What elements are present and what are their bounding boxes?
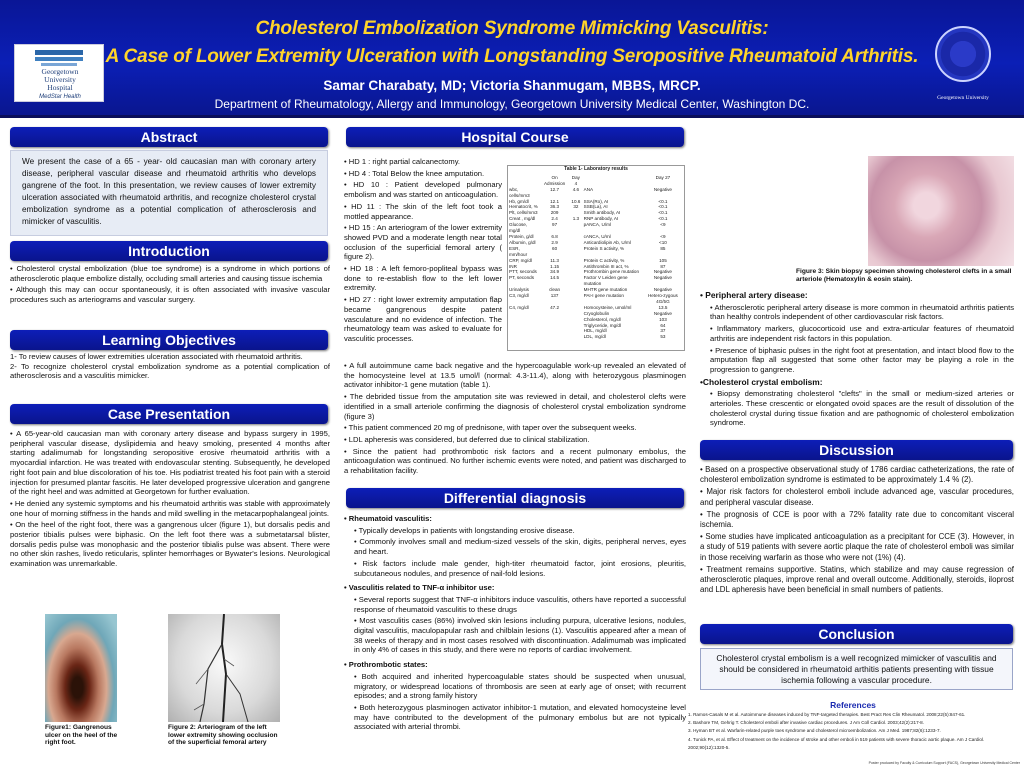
table-row xyxy=(508,293,684,305)
list-item: • HD 1 : right partial calcanectomy. xyxy=(344,157,461,166)
table-cell: Plt, cells/mm3 xyxy=(509,210,538,216)
table-cell: 47.2 xyxy=(550,304,560,310)
table-cell: Day 4 xyxy=(571,174,580,186)
list-item: • A 65-year-old caucasian man with coronary artery disease and bypass surgery in 1995, peripheral vascular disease, dyslipidemia and heavy smoking, presented 4 months after starting adalimumab for longstanding seropositive erosive rheumatoid arthritis with a myocardial infarction. He was treated with endovascular stenting. Subsequently, he developed right foot pain and blue discoloration of his toe. His podiatrist treated his foot pain with a steroid injection for presumed plantar fascitis. He later developed progressive ulceration and gangrene of the right heel and was admitted at Georgetown for further evaluation. xyxy=(10,429,330,497)
table-cell: HDL, mg/dl xyxy=(583,328,607,334)
university-seal-icon xyxy=(935,26,991,82)
list-item: • Atherosclerotic peripheral artery disease is more common in rheumatoid arthritis patients than healthy controls independent of other cardiovascular risk factors. xyxy=(710,302,1014,322)
differential-diagnosis-list xyxy=(344,514,686,734)
table-cell: 97 xyxy=(552,222,558,228)
table-row xyxy=(508,334,684,340)
table-cell: ESR, mm/hour xyxy=(509,245,528,257)
table-cell: 11.3 xyxy=(550,257,559,263)
list-item: 1- To review causes of lower extremities ulceration associated with rheumatoid arthritis. xyxy=(10,352,303,361)
conclusion-heading: Conclusion xyxy=(700,624,1013,644)
right-column-list xyxy=(700,291,1014,430)
table-cell: <9 xyxy=(660,222,666,228)
table-cell: 85 xyxy=(660,245,666,251)
table-cell xyxy=(508,334,540,340)
figure2-caption: Figure 2: Arteriogram of the left lower extremity showing occlusion of the superficial femoral artery xyxy=(168,724,278,747)
table-cell xyxy=(569,334,582,340)
table-cell: 105 xyxy=(659,257,667,263)
list-item: • HD 4 : Total Below the knee amputation. xyxy=(344,168,485,178)
list-item: • On the heel of the right foot, there was a gangrenous ulcer (figure 1), but dorsalis pedis and posterior tibialis pulses were biphasic. On the left foot there was a submetatarsal blister, dorsalis pedis pulse was monophasic and the posterior tibialis pulse was absent. There were no other skin rashes, livedo reticularis, splinter hemorrhages or Bywater's lesions. Neurological examination was unremarkable. xyxy=(10,520,330,569)
case-presentation-heading: Case Presentation xyxy=(10,404,328,424)
list-item: • Based on a prospective observational study of 1786 cardiac catheterizations, the rate of cholesterol embolization syndrome is estimated to be approximately 1.4 % (2). xyxy=(700,465,1014,485)
table-cell: Hetero-zygous 4G/5G xyxy=(647,293,678,304)
list-item: • Biopsy demonstrating cholesterol "clefts" in the small or medium-sized arteries or arterioles. These crescentic or elongated ovoid spaces are the result of dissolution of the cholesterol crystal during tissue fixation and are pathognomic of cholesterol embolization syndrome. xyxy=(710,389,1014,428)
table-cell: Protein S activity, % xyxy=(583,245,625,251)
conclusion-text: Cholesterol crystal embolism is a well recognized mimicker of vasculitis and should be considered in rheumatoid arthitis patients presenting with tissue ischemia following a vascular procedure. xyxy=(700,648,1013,690)
table-cell: 1.3 xyxy=(572,216,580,222)
table-cell: 32 xyxy=(573,204,579,210)
list-item: • Both heterozygous plasminogen activator inhibitor-1 mutation, and elevated homocysteine level may have contributed to the development of the pulmonary embolus but are not typically associated with arterial thrombi. xyxy=(354,702,686,732)
table-cell: clean xyxy=(549,287,561,293)
table-row xyxy=(508,222,684,234)
lab-results-table xyxy=(507,165,685,351)
table-cell: <0.1 xyxy=(658,198,668,204)
table-cell: Negative xyxy=(653,275,672,281)
table-cell: Homocysteine, umol/ml xyxy=(583,304,632,310)
figure1-heel-ulcer-image xyxy=(45,614,117,722)
table-cell: 13.5 xyxy=(658,304,668,310)
table-cell: 53 xyxy=(660,334,666,340)
list-item: • Major risk factors for cholesterol emboli include advanced age, vascular procedures, and peripheral vascular disease. xyxy=(700,487,1014,507)
table-cell: Urinalysis xyxy=(509,287,529,293)
list-item: • Some studies have implicated anticoagulation as a precipitant for CCE (3). However, in a study of 519 patients with severe aortic plaque the rate of cholesterol emboli was similar in those receiving warfarin as those who were not (1%) (4). xyxy=(700,532,1014,562)
table-cell: 14.5 xyxy=(550,275,560,281)
table-cell: CRP, mg/dl xyxy=(509,257,532,263)
diff-group-heading: • Vasculitis related to TNF-α inhibitor use: xyxy=(344,583,495,593)
figure2-arteriogram-image xyxy=(168,614,280,722)
table-cell: Triglyceride, mg/dl xyxy=(583,322,621,328)
list-item: • The prognosis of CCE is poor with a 72% fatality rate due to concomitant visceral ischemia. xyxy=(700,509,1014,530)
hospital-course-heading: Hospital Course xyxy=(346,127,684,147)
table-cell: On Admission xyxy=(543,174,566,186)
discussion-list xyxy=(700,465,1014,597)
table-cell: Negative xyxy=(653,269,672,275)
list-item: • Commonly involves small and medium-sized vessels of the skin, digits, peripheral nerves, eyes and heart. xyxy=(354,537,686,557)
list-item: • Although this may can occur spontaneously, it is often associated with invasive vascular procedures such as arteriograms and vascular surgery. xyxy=(10,285,330,305)
list-item: • HD 11 : The skin of the left foot took a mottled appearance. xyxy=(344,201,502,221)
table-cell: Anticardiolipin Ab, U/ml xyxy=(583,239,631,245)
list-item: • Typically develops in patients with longstanding erosive disease. xyxy=(354,525,575,535)
reference-item: 1. Ramos-Casals M et al. Autoimmune diseases induced by TNF-targeted therapies. Best Pract Res Clin Rheumatol. 2008;22(5):847-61. xyxy=(688,712,966,717)
hospital-logo: Georgetown University Hospital MedStar Health xyxy=(14,44,104,102)
table-cell: SSB(La), AI xyxy=(583,204,608,210)
references xyxy=(688,700,1018,752)
table-cell: Prothrombin gene mutation xyxy=(583,269,640,275)
table-cell: SSA(Ro), AI xyxy=(583,198,609,204)
table-cell: 2.9 xyxy=(551,239,558,245)
discussion-heading: Discussion xyxy=(700,440,1013,460)
table-cell xyxy=(508,175,540,187)
table-cell: PT, seconds xyxy=(509,275,535,281)
table-cell xyxy=(569,275,582,287)
table-cell: Glucose, mg/dl xyxy=(509,222,528,234)
table-cell: Day 27 xyxy=(655,174,671,180)
table-cell: 12.7 xyxy=(550,186,560,192)
list-item: • Presence of biphasic pulses in the right foot at presentation, and intact blood flow to the amputation flap all suggested that some other factor may be playing a role in the progression to gangrene. xyxy=(710,345,1014,374)
table-cell: 10.6 xyxy=(571,198,581,204)
seal-caption: Georgetown University xyxy=(937,95,989,101)
table-cell: ANA xyxy=(583,186,594,192)
table-cell: <10 xyxy=(659,239,667,245)
table-cell: 103 xyxy=(659,316,667,322)
table-row xyxy=(508,275,684,287)
table-cell: C4, mg/dl xyxy=(509,304,529,310)
table-cell xyxy=(569,246,582,258)
list-item: 2- To recognize cholesterol crystal embolization syndrome as a potential complication of atherosclerosis and a vasculitis mimicker. xyxy=(10,361,330,381)
table-cell: Antithrombin III act, % xyxy=(583,263,629,269)
group-heading: •Cholesterol crystal embolism: xyxy=(700,376,823,387)
table-cell: RNP antibody, AI xyxy=(583,216,619,222)
table-cell: MHTR gene mutation xyxy=(583,287,628,293)
table-cell: Negative xyxy=(653,186,672,192)
diff-group-heading: • Rheumatoid vasculitis: xyxy=(344,514,432,523)
table-header-row xyxy=(508,175,684,187)
differential-diagnosis-heading: Differential diagnosis xyxy=(346,488,684,508)
introduction-heading: Introduction xyxy=(10,241,328,261)
figure1-caption: Figure1: Gangrenous ulcer on the heel of the right foot. xyxy=(45,724,118,747)
introduction-list xyxy=(10,264,330,307)
table-cell: C3, mg/dl xyxy=(509,293,529,299)
table-cell: 37 xyxy=(660,328,666,334)
table-cell: INR xyxy=(509,263,517,269)
table-cell: <0.1 xyxy=(658,204,668,210)
table-cell: Cholesterol, mg/dl xyxy=(583,316,621,322)
table-cell: 2.4 xyxy=(551,216,558,222)
list-item: • Several reports suggest that TNF-α inhibitors induce vasculitis, others have reported a successful response of rheumatoid vasculitis to these drugs xyxy=(354,594,686,614)
reference-item: 2. Bashore TM, Gehrig T. Cholesterol emboli after invasive cardiac procedures. J Am Coll Cardiol. 2003;42(2):217-8. xyxy=(688,720,925,726)
list-item: • Cholesterol crystal embolization (blue toe syndrome) is a syndrome in which portions of atherosclerotic plaque embolize distally, occluding small arteries and causing tissue ischemia xyxy=(10,264,330,283)
hospital-course-details xyxy=(344,361,686,478)
figure3-caption: Figure 3: Skin biopsy specimen showing cholesterol clefts in a small arteriole (Hematoxylin & eosin stain). xyxy=(796,268,1012,283)
list-item: • A full autoimmune came back negative and the hypercoagulable work-up revealed an elevated of the homocysteine level at 13.5 umol/l (normal: 4.3-11.4), along with heterozygous plasminogen activator inhibitor-1 gene mutation (table 1). xyxy=(344,361,686,390)
table-cell: Protein C activity, % xyxy=(583,257,625,263)
table-cell: <9 xyxy=(660,233,666,239)
table-cell: Factor V Leiden gene mutation xyxy=(583,275,628,287)
table-cell xyxy=(583,175,642,187)
abstract-text: We present the case of a 65 - year- old caucasian man with coronary artery disease, peripheral vascular disease and rheumatoid arthritis who develops gangrene of the foot. In this presentation, we review causes of lower extremity ulceration associated with rheumatoid arthritis, and recognize cholesterol crystal embolization syndrome as a potential complication of atherosclerosis and mimicker of vasculitis. xyxy=(10,150,328,236)
table-cell: 64 xyxy=(660,322,666,328)
table-cell: 6.8 xyxy=(551,233,558,239)
table-cell: Hematocrit, % xyxy=(509,204,538,210)
table-cell: 34.9 xyxy=(550,269,560,275)
table-cell: <0.1 xyxy=(658,210,668,216)
list-item: • HD 10 : Patient developed pulmonary embolism and was started on anticoagulation. xyxy=(344,180,502,200)
list-item: • LDL apheresis was considered, but deferred due to clinical stabilization. xyxy=(344,434,590,444)
table-cell: Protein, g/dl xyxy=(509,233,534,239)
list-item: • Both acquired and inherited hypercoagulable states should be suspected when unusual, migratory, or widespread locations of thrombosis are seen at early age of onset; with recurrent episodes; and a strong family history xyxy=(354,671,686,701)
table-cell: Hb, gm/dl xyxy=(509,198,529,204)
table-cell xyxy=(569,293,582,305)
learning-objectives-list xyxy=(10,352,330,381)
table-cell: PAI-I gene mutation xyxy=(583,293,624,299)
table-cell: 209 xyxy=(550,210,559,216)
table-cell xyxy=(569,222,582,234)
hospital-course-list xyxy=(344,157,502,346)
table-cell: PTT, seconds xyxy=(509,269,537,275)
abstract-heading: Abstract xyxy=(10,127,328,147)
diff-group-heading: • Prothrombotic states: xyxy=(344,660,428,670)
figure3-biopsy-image xyxy=(868,156,1014,266)
group-heading: • Peripheral artery disease: xyxy=(700,290,808,300)
poster-title-line1: Cholesterol Embolization Syndrome Mimicking Vasculitis: xyxy=(255,18,769,39)
department: Department of Rheumatology, Allergy and Immunology, Georgetown University Medical Center, Washington DC. xyxy=(214,97,810,111)
table-cell: Albumin, g/dl xyxy=(509,239,536,245)
table-cell: pANCA, U/ml xyxy=(583,222,611,228)
list-item: • HD 18 : A left femoro-popliteal bypass was done to re-establish flow to the left lower extremity. xyxy=(344,264,502,293)
table-cell: wbc, cells/mm3 xyxy=(509,186,530,198)
learning-objectives-heading: Learning Objectives xyxy=(10,330,328,350)
table-cell: 36.3 xyxy=(550,204,560,210)
table-cell xyxy=(540,334,569,340)
table-row xyxy=(508,246,684,258)
poster-title-line2: A Case of Lower Extremity Ulceration with Longstanding Seropositive Rheumatoid Arthritis. xyxy=(105,46,919,67)
list-item: • HD 15 : An arteriogram of the lower extremity showed PVD and a moderate length near total occlusion of the superficial femoral artery ( figure 2). xyxy=(344,223,502,262)
table-title: Table 1- Laboratory results xyxy=(564,166,628,172)
case-presentation-list xyxy=(10,429,330,571)
table-cell: LDL, mg/dl xyxy=(583,334,606,340)
table-cell: 137 xyxy=(550,293,559,299)
list-item: • He denied any systemic symptoms and his rheumatoid arthritis was stable with approximately one hour of morning stiffness in the hands and mild swelling in the metacarpophalangeal joints. xyxy=(10,498,330,518)
list-item: • Most vasculitis cases (86%) involved skin lesions including purpura, ulcerative lesions, nodules, digital vasculitis, maculopapular rash and chilblain lesions (1). Vasculitis appeared after a mean of 38 weeks of therapy and in most cases resolved with discontinuation. Adalimumab was implicated in only 4% of cases in this study, and there were no reports of cardiac involvement. xyxy=(354,616,686,655)
list-item: • The debrided tissue from the amputation site was reviewed in detail, and cholesterol clefts were identified in a small arteriole confirming the diagnosis of cholesterol crystal embolization syndrome (figure 3) xyxy=(344,392,686,421)
table-cell: 60 xyxy=(552,245,558,251)
list-item: • Treatment remains supportive. Statins, which stabilize and may cause regression of atherosclerotic plaques, improve renal and overall outcome. Additionally, steroids, iloprost and LDL apheresis have been beneficial in small numbers of patients. xyxy=(700,564,1014,595)
list-item: • Inflammatory markers, glucocorticoid use and extra-articular features of rheumatoid arthritis are independent risk factors in this population. xyxy=(710,324,1014,343)
poster-header xyxy=(0,0,1024,118)
reference-item: 3. Hyman BT et al. Warfarin-related purple toes syndrome and cholesterol microembolization. Am J Med. 1987;82(6):1233-7. xyxy=(688,728,941,734)
list-item: • HD 27 : right lower extremity amputation flap became gangrenous despite patent vasculature and no evidence of infection. The rheumatology team was asked to evaluate for vasculitic processes. xyxy=(344,295,502,343)
table-cell: cANCA, U/ml xyxy=(583,233,611,239)
list-item: • Risk factors include male gender, high-titer rheumatoid factor, joint erosions, pleuritis, subcutaneous nodules, and presence of nail-fold lesions. xyxy=(354,558,686,578)
list-item: • Since the patient had prothrombotic risk factors and a recent pulmonary embolus, the anticoagulation was continued. No further ischemic events were noted, and patient was discharged to a rehabilitation facility. xyxy=(344,446,686,476)
arteriogram-vessels-icon xyxy=(168,614,280,722)
authors: Samar Charabaty, MD; Victoria Shanmugam, MBBS, MRCP. xyxy=(323,78,701,93)
table-cell: 1.15 xyxy=(550,263,560,269)
poster-footer: Poster produced by Faculty & Curriculum Support (FACS), Georgetown University Medical Center xyxy=(868,761,1020,765)
table-cell: Creat , mg/dl xyxy=(509,216,536,222)
table-cell: 12.1 xyxy=(550,198,560,204)
table-cell: Negative xyxy=(653,287,672,293)
reference-item: 4. Tunick PA, et al. Effect of treatment on the incidence of stroke and other emboli in 519 patients with severe thoracic aortic plaque. Am J Cardiol. 2002;90(12):1320-5. xyxy=(688,736,985,750)
table-cell: Negative xyxy=(653,310,672,316)
table-cell: Cryoglobulin xyxy=(583,310,610,316)
table-row xyxy=(508,187,684,199)
table-cell: 4.6 xyxy=(572,186,580,192)
table-cell: 87 xyxy=(660,263,666,269)
table-cell: <0.1 xyxy=(658,216,668,222)
table-cell: Smith antibody, AI xyxy=(583,210,621,216)
list-item: • This patient commenced 20 mg of prednisone, with taper over the subsequent weeks. xyxy=(344,423,637,433)
references-heading: References xyxy=(830,700,876,710)
